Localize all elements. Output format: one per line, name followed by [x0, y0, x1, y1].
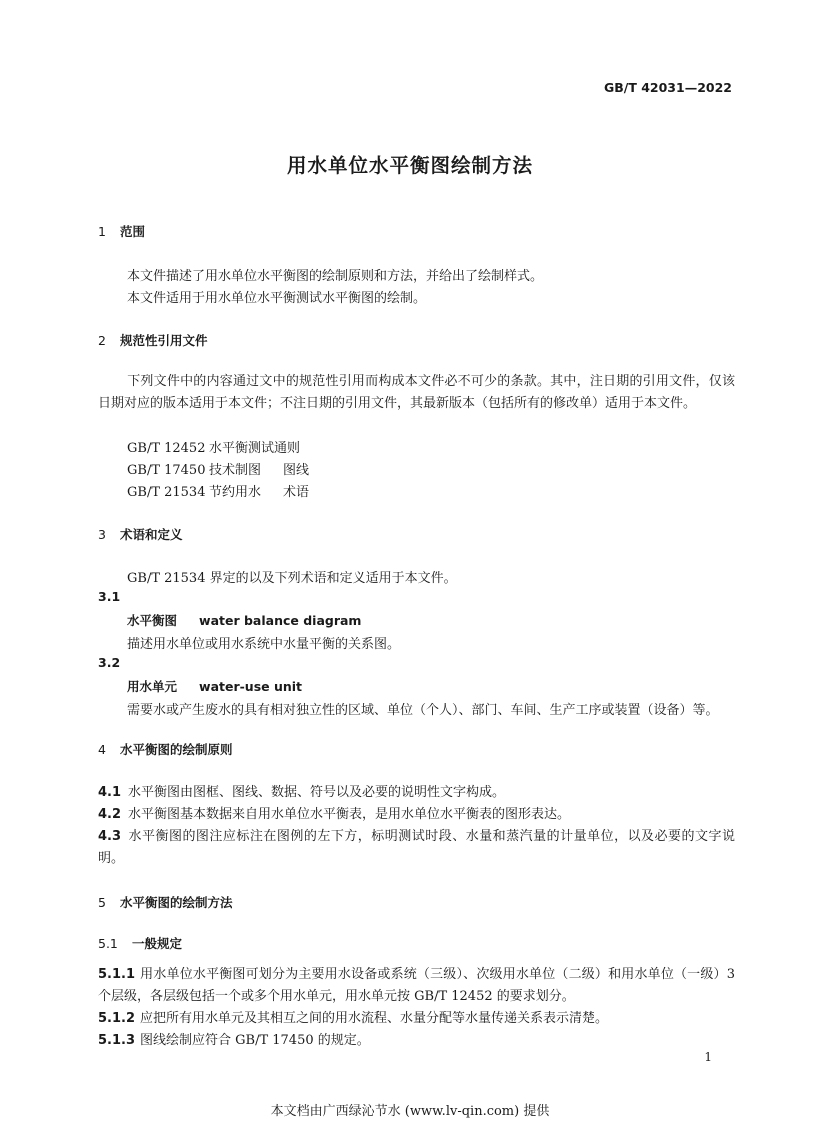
- clause-text: 水平衡图基本数据来自用水单位水平衡表，是用水单位水平衡表的图形表达。: [128, 807, 571, 822]
- term-entry: [127, 677, 302, 695]
- clause-number: 5.1.3: [98, 1033, 136, 1048]
- reference-subtitle: 术语: [283, 485, 310, 500]
- section-4-heading: [98, 740, 233, 758]
- clause-text: 图线绘制应符合 GB/T 17450 的规定。: [140, 1033, 370, 1048]
- paragraph: 本文件描述了用水单位水平衡图的绘制原则和方法，并给出了绘制样式。: [127, 269, 544, 284]
- reference-title: 技术制图: [209, 463, 262, 478]
- section-title: 规范性引用文件: [120, 333, 208, 348]
- clause: [98, 782, 735, 804]
- reference-code: GB/T 21534: [127, 485, 206, 500]
- document-title: 用水单位水平衡图绘制方法: [286, 154, 533, 177]
- term-number: 3.2: [98, 655, 121, 670]
- clause: [98, 826, 735, 870]
- term-zh: 水平衡图: [127, 613, 178, 628]
- section-1-heading: [98, 222, 145, 240]
- section-title: 术语和定义: [120, 527, 183, 542]
- term-entry: [127, 611, 361, 629]
- section-number: 3: [98, 527, 106, 542]
- clause-text: 应把所有用水单元及其相互之间的用水流程、水量分配等水量传递关系表示清楚。: [140, 1011, 609, 1026]
- clause-number: 5.1.1: [98, 967, 136, 982]
- subsection-number: 5.1: [98, 936, 118, 951]
- clause-number: 4.3: [98, 829, 122, 844]
- term-en: water balance diagram: [199, 613, 362, 628]
- section-number: 5: [98, 895, 106, 910]
- section-number: 1: [98, 224, 106, 239]
- reference-item: [127, 481, 309, 500]
- section-3-heading: [98, 525, 183, 543]
- clause-number: 5.1.2: [98, 1011, 136, 1026]
- reference-title: 节约用水: [209, 485, 262, 500]
- clause-text: 水平衡图由图框、图线、数据、符号以及必要的说明性文字构成。: [128, 785, 506, 800]
- paragraph: 本文件适用于用水单位水平衡测试水平衡图的绘制。: [127, 291, 427, 306]
- clause: [98, 804, 735, 826]
- footer-notice: 本文档由广西绿沁节水 (www.lv-qin.com) 提供: [270, 1104, 550, 1119]
- reference-item: [127, 459, 309, 478]
- section-5-heading: [98, 893, 233, 911]
- clause: [98, 964, 735, 1008]
- reference-subtitle: 图线: [283, 463, 310, 478]
- section-title: 范围: [120, 224, 146, 239]
- term-en: water-use unit: [199, 679, 303, 694]
- standard-number: GB/T 42031—2022: [603, 80, 732, 95]
- section-number: 2: [98, 333, 106, 348]
- subsection-heading: [98, 934, 182, 952]
- reference-code: GB/T 17450: [127, 463, 206, 478]
- term-number: 3.1: [98, 589, 121, 604]
- clause-number: 4.1: [98, 785, 122, 800]
- section-title: 水平衡图的绘制原则: [120, 742, 233, 757]
- page-number: 1: [704, 1050, 712, 1064]
- clause-text: 水平衡图的图注应标注在图例的左下方，标明测试时段、水量和蒸汽量的计量单位，以及必要的文字说明。: [98, 829, 735, 866]
- clause: [98, 1008, 735, 1030]
- section-2-heading: [98, 331, 208, 349]
- reference-item: [127, 437, 300, 456]
- paragraph: GB/T 21534 界定的以及下列术语和定义适用于本文件。: [127, 571, 457, 586]
- subsection-title: 一般规定: [132, 936, 183, 951]
- clause-number: 4.2: [98, 807, 122, 822]
- paragraph: [98, 371, 735, 415]
- clause-text: 用水单位水平衡图可划分为主要用水设备或系统（三级）、次级用水单位（二级）和用水单位（一级）3 个层级，各层级包括一个或多个用水单元，用水单元按 GB/T 12452 的要求划分。: [98, 967, 735, 1004]
- section-number: 4: [98, 742, 106, 757]
- reference-code: GB/T 12452: [127, 441, 206, 456]
- clause: [98, 1030, 735, 1052]
- paragraph-text: 下列文件中的内容通过文中的规范性引用而构成本文件必不可少的条款。其中，注日期的引用文件，仅该日期对应的版本适用于本文件；不注日期的引用文件，其最新版本（包括所有的修改单）适用于本文件。: [98, 374, 735, 411]
- reference-title: 水平衡测试通则: [209, 441, 301, 456]
- term-definition: 需要水或产生废水的具有相对独立性的区域、单位（个人）、部门、车间、生产工序或装置（设备）等。: [127, 703, 719, 718]
- term-definition: 描述用水单位或用水系统中水量平衡的关系图。: [127, 637, 401, 652]
- section-title: 水平衡图的绘制方法: [120, 895, 233, 910]
- term-zh: 用水单元: [127, 679, 178, 694]
